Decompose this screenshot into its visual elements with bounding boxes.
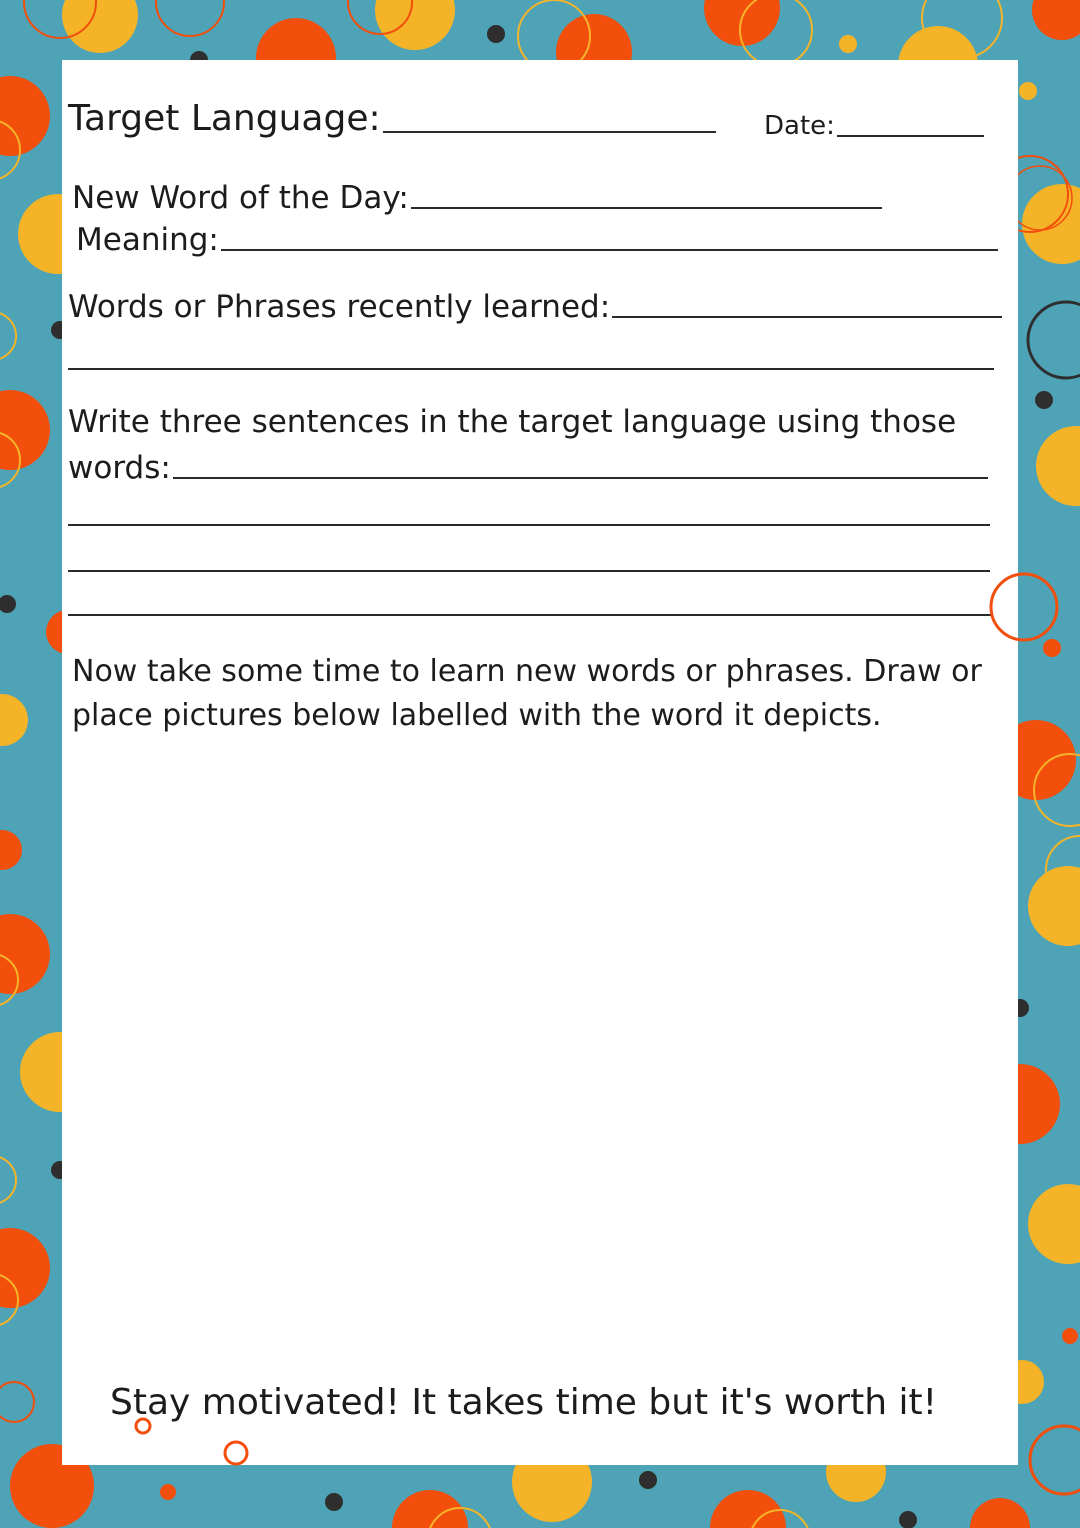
word-of-day-label: New Word of the Day: bbox=[72, 180, 409, 216]
date-label: Date: bbox=[764, 111, 835, 141]
meaning-label: Meaning: bbox=[76, 222, 219, 258]
date-field[interactable] bbox=[764, 110, 984, 142]
dark-dot bbox=[1035, 391, 1053, 409]
sentences-prompt-line2: words: bbox=[68, 450, 171, 486]
yellow-dot bbox=[1019, 82, 1037, 100]
recent-words-label: Words or Phrases recently learned: bbox=[68, 289, 611, 325]
recent-words-extra-line[interactable] bbox=[68, 368, 994, 370]
recent-words-line bbox=[612, 316, 1002, 318]
target-language-field[interactable] bbox=[68, 98, 716, 140]
recent-words-field[interactable] bbox=[68, 289, 1002, 325]
word-of-day-field[interactable] bbox=[72, 180, 882, 216]
sentence-line-4[interactable] bbox=[68, 614, 992, 616]
sentence-line-2[interactable] bbox=[68, 524, 990, 526]
dark-dot bbox=[487, 25, 505, 43]
orange-dot bbox=[1043, 639, 1061, 657]
target-language-label: Target Language: bbox=[68, 98, 381, 139]
sentences-field[interactable] bbox=[68, 450, 988, 486]
pictures-prompt-line1: Now take some time to learn new words or phrases. Draw or bbox=[72, 654, 982, 689]
word-of-day-line bbox=[411, 207, 882, 209]
yellow-dot bbox=[839, 35, 857, 53]
sentences-prompt-line1: Write three sentences in the target language using those bbox=[68, 404, 957, 440]
sentence-line-1 bbox=[173, 477, 988, 479]
meaning-line bbox=[221, 249, 998, 251]
orange-dot bbox=[160, 1484, 176, 1500]
dark-dot bbox=[639, 1471, 657, 1489]
dark-dot bbox=[325, 1493, 343, 1511]
motivation-text: Stay motivated! It takes time but it's worth it! bbox=[110, 1382, 938, 1423]
date-line bbox=[837, 135, 984, 137]
sentence-line-3[interactable] bbox=[68, 570, 990, 572]
orange-dot bbox=[1062, 1328, 1078, 1344]
meaning-field[interactable] bbox=[76, 222, 998, 258]
picture-drawing-area[interactable] bbox=[72, 750, 1002, 1350]
pictures-prompt-line2: place pictures below labelled with the word it depicts. bbox=[72, 698, 882, 733]
target-language-line bbox=[383, 131, 716, 133]
